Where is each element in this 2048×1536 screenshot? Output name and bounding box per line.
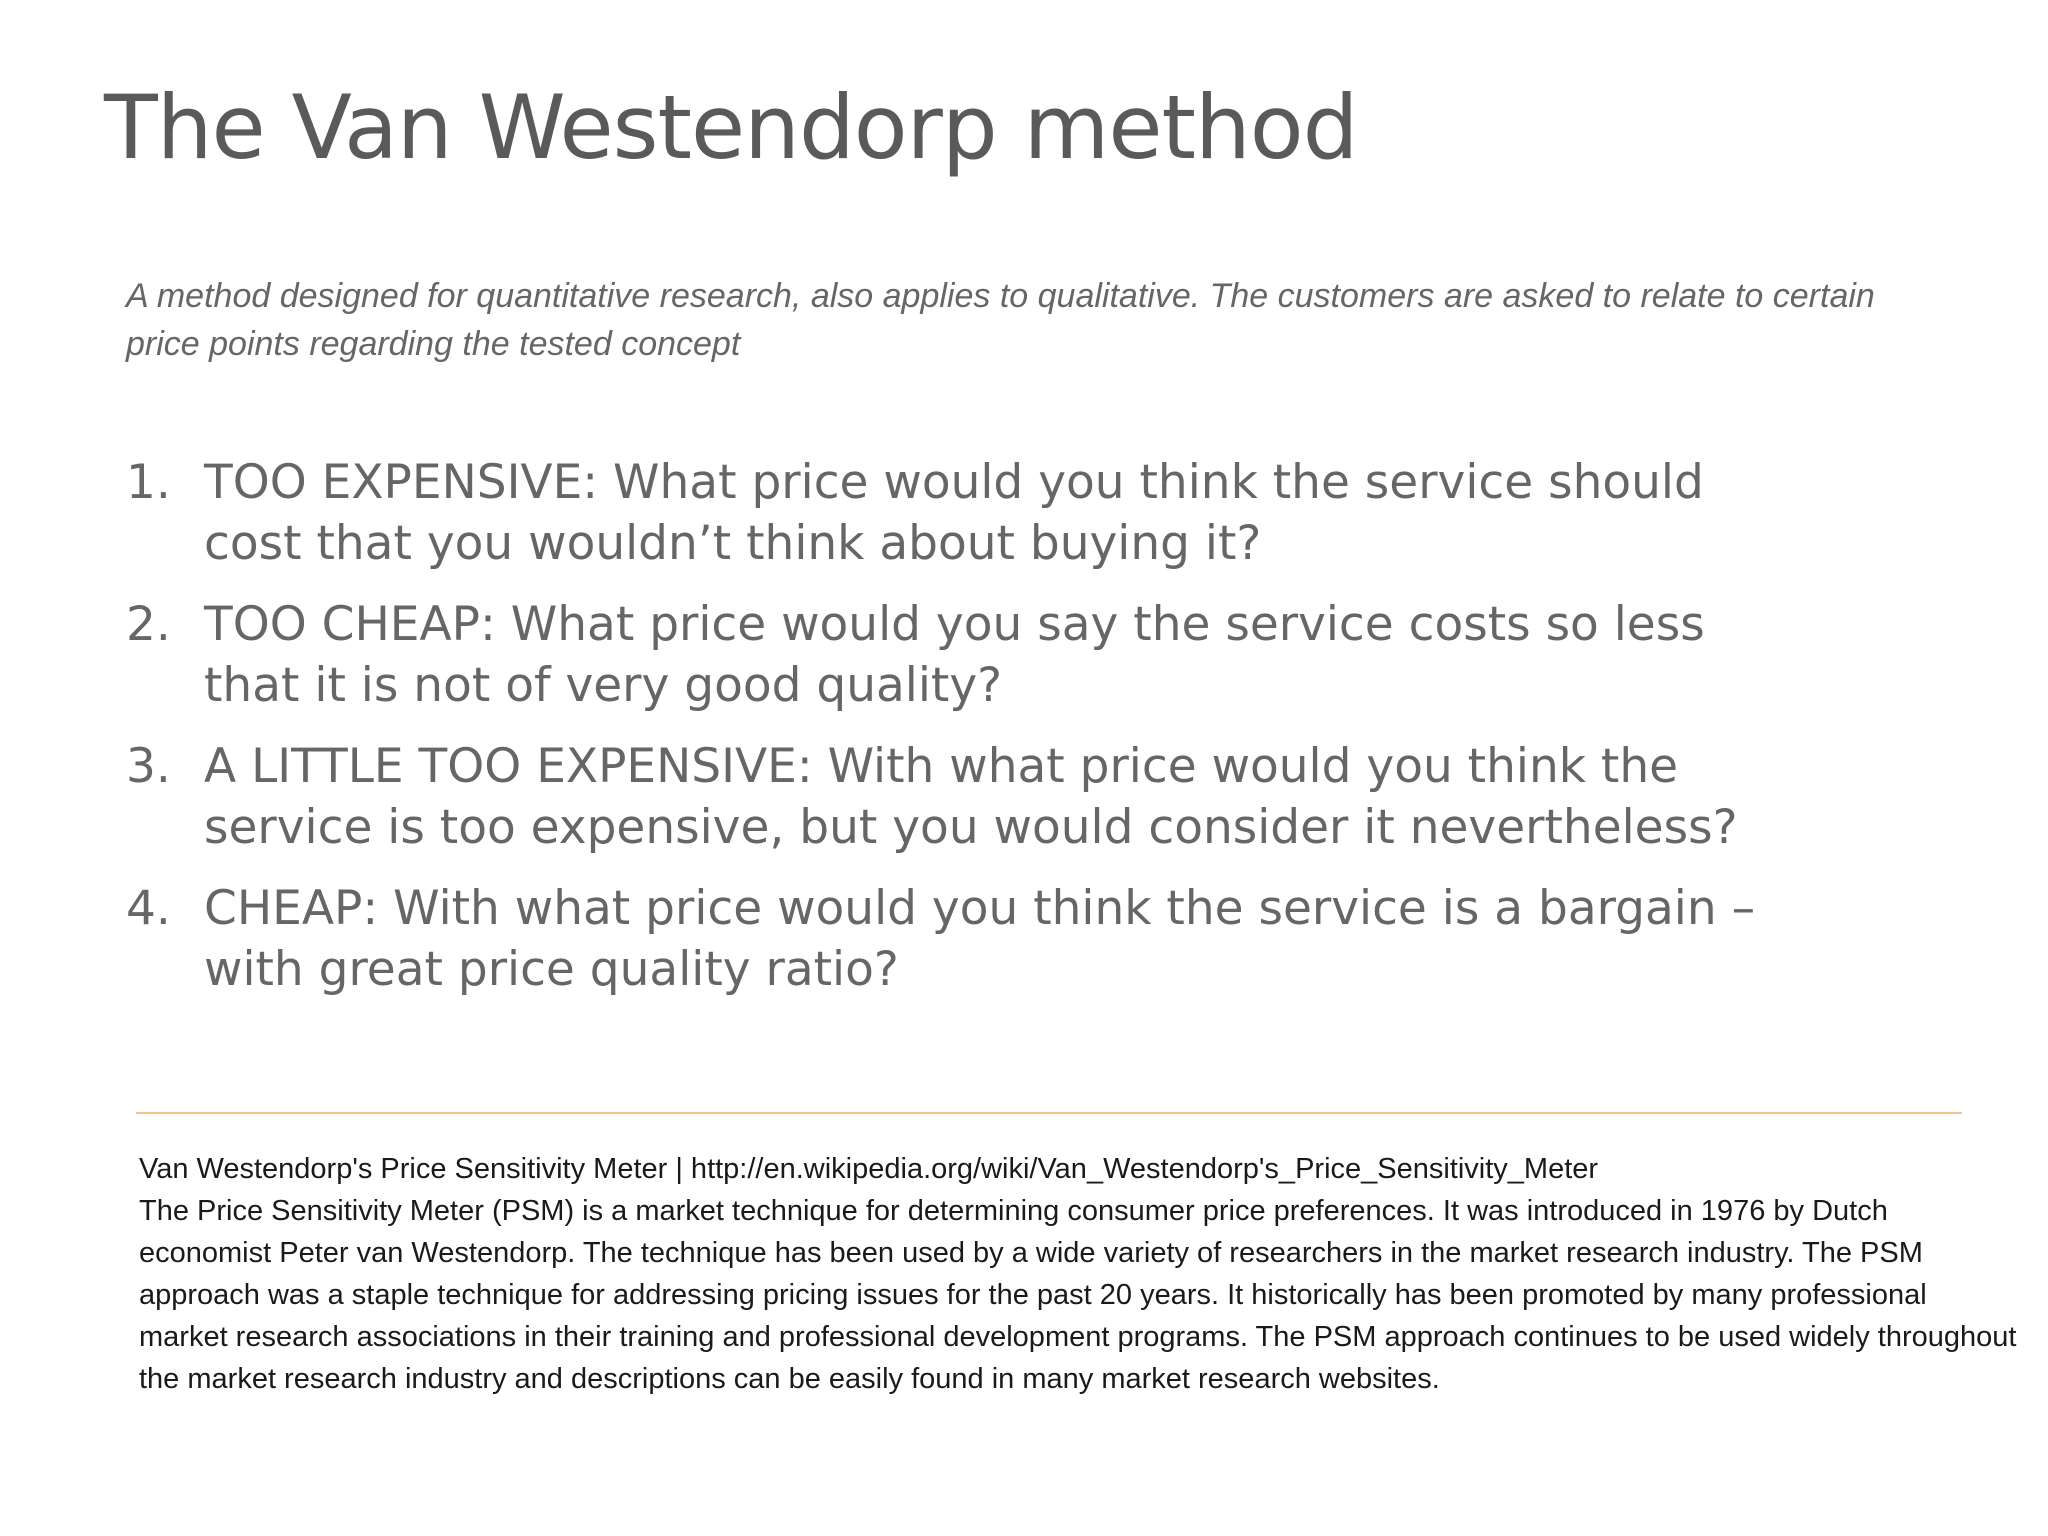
question-text: TOO CHEAP: What price would you say the service costs so less that it is not of very good quality? bbox=[204, 597, 1705, 713]
slide-subtitle: A method designed for quantitative research, also applies to qualitative. The customers are asked to relate to certain price points regarding the tested concept bbox=[126, 277, 1875, 363]
question-item bbox=[126, 452, 1766, 574]
question-number: 4. bbox=[126, 881, 171, 936]
source-note bbox=[139, 1148, 2019, 1400]
question-text: A LITTLE TOO EXPENSIVE: With what price would you think the service is too expensive, but you would consider it nevertheless? bbox=[204, 739, 1738, 855]
question-text: CHEAP: With what price would you think the service is a bargain – with great price quality ratio? bbox=[204, 881, 1756, 997]
question-item bbox=[126, 878, 1766, 1000]
question-number: 2. bbox=[126, 597, 171, 652]
source-title: Van Westendorp's Price Sensitivity Meter | http://en.wikipedia.org/wiki/Van_Westendorp's_Price_Sensitivity_Meter bbox=[139, 1153, 1599, 1185]
question-number: 3. bbox=[126, 739, 171, 794]
slide-title: The Van Westendorp method bbox=[104, 76, 1358, 179]
source-body: The Price Sensitivity Meter (PSM) is a market technique for determining consumer price preferences. It was introduced in 1976 by Dutch economist Peter van Westendorp. The technique has been used by a wide variety of researchers in the market research industry. The PSM approach was a staple technique for addressing pricing issues for the past 20 years. It historically has been promoted by many professional market research associations in their training and professional development programs. The PSM approach continues to be used widely throughout the market research industry and descriptions can be easily found in many market research websites. bbox=[139, 1195, 2017, 1395]
question-item bbox=[126, 594, 1766, 716]
question-text: TOO EXPENSIVE: What price would you think the service should cost that you wouldn’t think about buying it? bbox=[204, 455, 1704, 571]
question-item bbox=[126, 736, 1766, 858]
question-list bbox=[126, 452, 1766, 1020]
question-number: 1. bbox=[126, 455, 171, 510]
section-divider bbox=[136, 1112, 1962, 1114]
